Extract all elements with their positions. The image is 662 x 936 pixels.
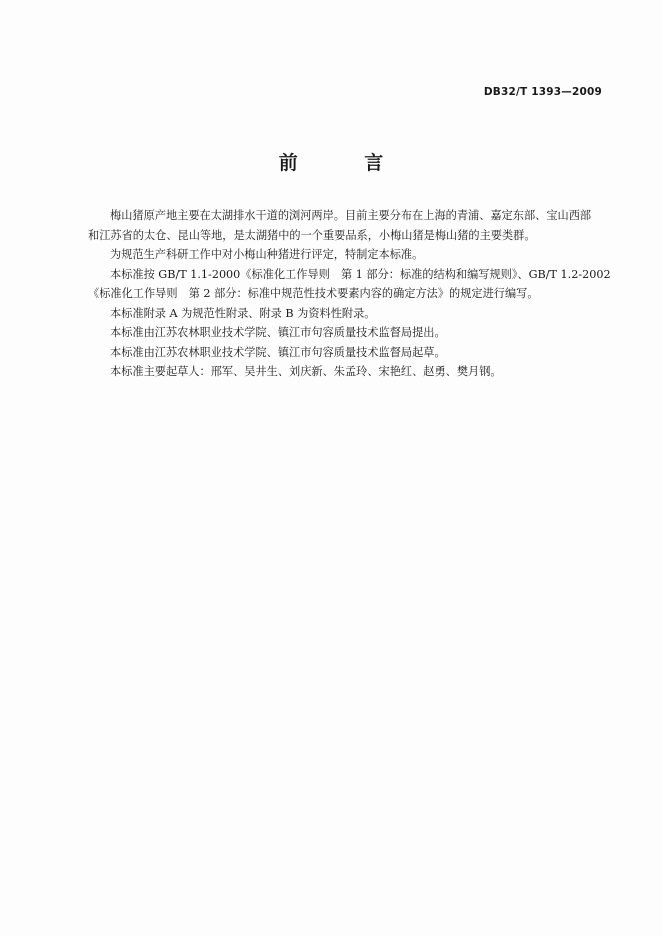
paragraph-origin-line2: 和江苏省的太仓、昆山等地，是太湖猪中的一个重要品系，小梅山猪是梅山猪的主要类群。 — [88, 228, 536, 242]
paragraph-origin-line1: 梅山猪原产地主要在太湖排水干道的浏河两岸。目前主要分布在上海的青浦、嘉定东部、宝山西部 — [110, 209, 592, 222]
paragraph-proposed-by: 本标准由江苏农林职业技术学院、镇江市句容质量技术监督局提出。 — [110, 326, 446, 339]
paragraph-drafters: 本标准主要起草人：邢军、吴井生、刘庆新、朱孟玲、宋艳红、赵勇、樊月钢。 — [110, 365, 502, 378]
page-title: 前 言 — [278, 152, 414, 174]
foreword-body — [88, 206, 611, 382]
paragraph-appendix: 本标准附录 A 为规范性附录、附录 B 为资料性附录。 — [110, 306, 376, 320]
standard-code: DB32/T 1393—2009 — [483, 86, 602, 98]
paragraph-drafted-by: 本标准由江苏农林职业技术学院、镇江市句容质量技术监督局起草。 — [110, 345, 446, 359]
paragraph-basis-line1: 本标准按 GB/T 1.1-2000《标准化工作导则 第 1 部分：标准的结构和编写规则》、GB/T 1.2-2002 — [110, 267, 611, 281]
paragraph-basis-line2: 《标准化工作导则 第 2 部分：标准中规范性技术要素内容的确定方法》的规定进行编写。 — [88, 287, 539, 300]
paragraph-purpose: 为规范生产科研工作中对小梅山种猪进行评定，特制定本标准。 — [110, 248, 424, 261]
